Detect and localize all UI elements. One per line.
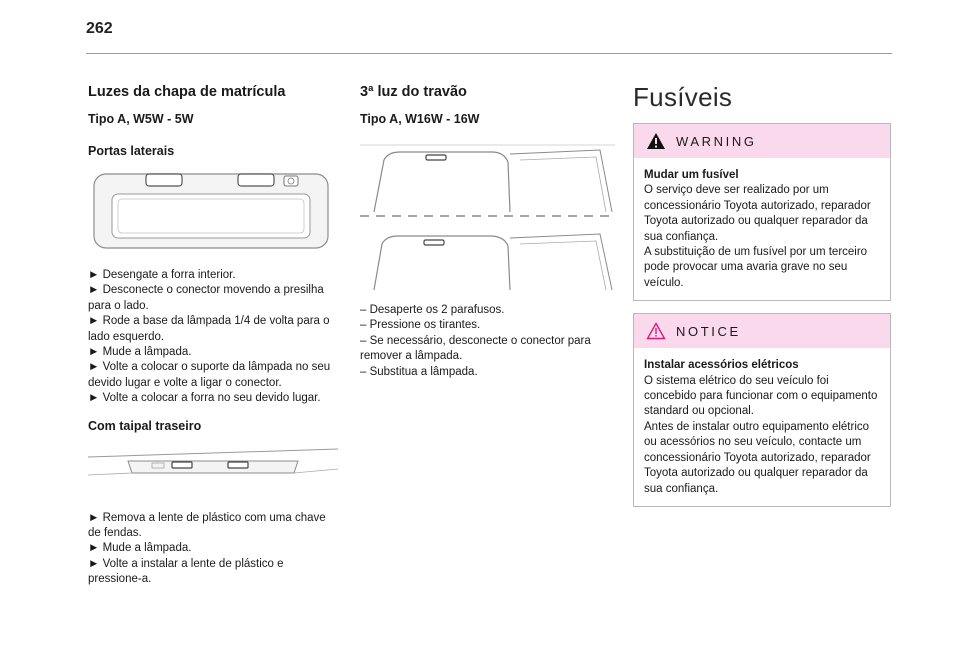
step-text: ► Rode a base da lâmpada 1/4 de volta para o lado esquerdo. [88,315,330,343]
notice-header [634,314,890,348]
section-heading: Luzes da chapa de matrícula [88,84,286,100]
bulb-type: Tipo A, W16W - 16W [360,112,480,126]
bulb-type: Tipo A, W5W - 5W [88,112,194,126]
step-text: ► Desengate a forra interior. [88,269,236,281]
warning-header [634,124,890,158]
step-text: – Desaperte os 2 parafusos. [360,304,505,316]
warning-body [634,158,890,300]
notice-label: NOTICE [676,323,741,339]
column-license-plate-lights [88,84,338,588]
warning-text: O serviço deve ser realizado por um concessionário Toyota autorizado, reparador Toyota autorizado ou qualquer reparador da sua confiança. [644,184,871,243]
subsection-title-tailgate: Com taipal traseiro [88,418,202,433]
warning-box [633,123,891,301]
warning-triangle-icon [646,132,666,150]
page-number: 262 [86,20,113,37]
brake-light-illustration [360,140,615,295]
step-text: – Se necessário, desconecte o conector para remover a lâmpada. [360,334,591,363]
notice-title: Instalar acessórios elétricos [644,359,799,372]
step-text: ► Volte a instalar a lente de plástico e pressione-a. [88,557,284,586]
warning-label: WARNING [676,133,757,149]
section-heading: 3ª luz do travão [360,84,467,100]
warning-text-2: A substituição de um fusível por um terceiro pode provocar uma avaria grave no seu veículo. [644,246,868,289]
step-text: ► Mude a lâmpada. [88,346,192,359]
step-text: ► Desconecte o conector movendo a presilha para o lado. [88,284,324,312]
subsection-title-side-doors: Portas laterais [88,144,175,158]
step-text: ► Volte a colocar a forra no seu devido lugar. [88,392,321,405]
step-text: ► Mude a lâmpada. [88,542,192,555]
side-door-plate-light-illustration [88,168,338,258]
column-third-brake-light [360,84,615,380]
tailgate-plate-light-illustration [88,445,338,495]
step-text: ► Remova a lente de plástico com uma chave de fendas. [88,511,326,540]
notice-box [633,313,891,507]
column-fuses [633,84,891,507]
warning-title: Mudar um fusível [644,169,739,181]
step-text: – Substitua a lâmpada. [360,365,478,378]
notice-triangle-icon [646,322,666,340]
notice-text-2: Antes de instalar outro equipamento elétrico ou acessórios no seu veículo, contacte um concessionário Toyota autorizado, reparador Toyota autorizado ou qualquer reparador da sua confiança. [644,420,871,495]
notice-body [634,348,890,506]
notice-text: O sistema elétrico do seu veículo foi concebido para funcionar com o equipamento standard ou opcional. [644,374,878,418]
step-text: ► Volte a colocar o suporte da lâmpada no seu devido lugar e volte a ligar o conector. [88,361,331,389]
header-divider [86,53,892,54]
step-text: – Pressione os tirantes. [360,319,481,332]
section-heading-fuses: Fusíveis [633,82,733,112]
